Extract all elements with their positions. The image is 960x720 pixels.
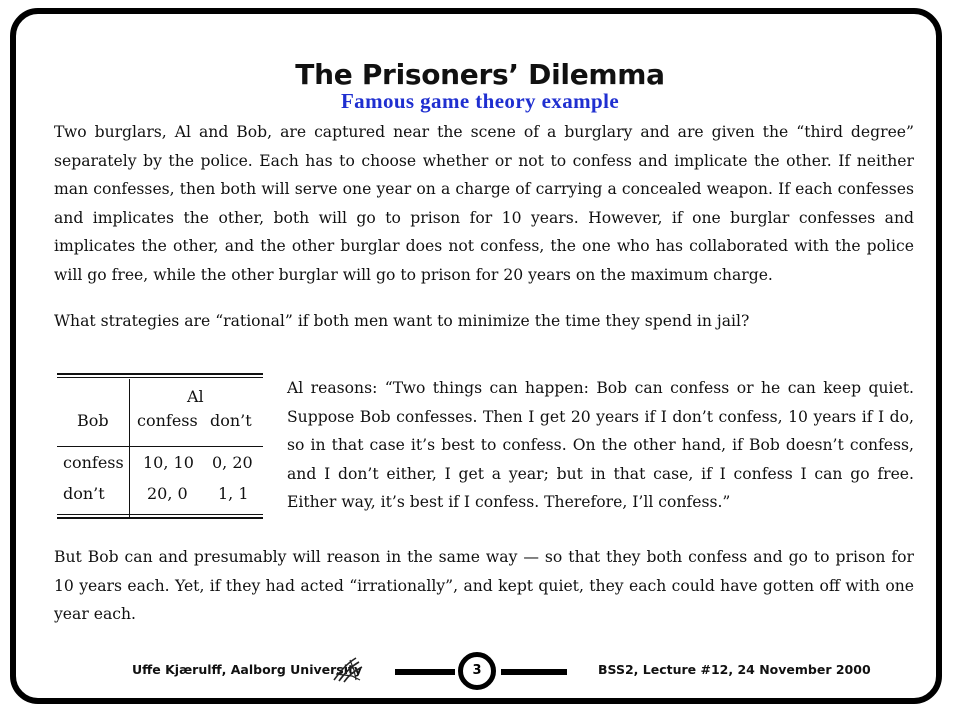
row-label-confess: confess: [63, 453, 124, 472]
footer-lecture-info: BSS2, Lecture #12, 24 November 2000: [598, 662, 871, 677]
question-paragraph: What strategies are “rational” if both men want to minimize the time they spend in jail?: [54, 312, 750, 330]
slide-subtitle: Famous game theory example: [340, 89, 620, 113]
footer-rule-right: [501, 669, 567, 675]
column-header-confess: confess: [137, 411, 198, 430]
payoff-cell: 0, 20: [212, 453, 253, 472]
footer-rule-left: [395, 669, 455, 675]
table-header-rule: [57, 446, 263, 447]
conclusion-paragraph: But Bob can and presumably will reason in the same way — so that they both confess and go to prison for 10 years each. Yet, if they had acted “irrationally”, and kept quiet, they each could have gotten off with one year each.: [54, 548, 914, 624]
column-player-label: Al: [187, 387, 204, 406]
table-bottom-rule: [57, 517, 263, 519]
table-vertical-rule: [129, 379, 130, 517]
row-label-dont: don’t: [63, 484, 105, 503]
column-header-dont: don’t: [210, 411, 252, 430]
table-top-rule: [57, 373, 263, 375]
table-top-rule-thin: [57, 377, 263, 378]
payoff-cell: 1, 1: [218, 484, 249, 503]
table-bottom-rule-thin: [57, 514, 263, 515]
payoff-table: [57, 373, 263, 519]
page-number: 3: [458, 652, 496, 690]
intro-paragraph: Two burglars, Al and Bob, are captured near the scene of a burglary and are given the “third degree” separately by the police. Each has to choose whether or not to confess and implicate the other. If neither man confesses, then both will serve one year on a charge of carrying a concealed weapon. If each confesses and implicates the other, both will go to prison for 10 years. However, if one burglar confesses and implicates the other, and the other burglar does not confess, the one who has collaborated with the police will go free, while the other burglar will go to prison for 20 years on the maximum charge.: [54, 123, 914, 284]
payoff-cell: 10, 10: [143, 453, 194, 472]
aalborg-university-logo-icon: [330, 654, 366, 684]
row-player-label: Bob: [77, 411, 109, 430]
al-reasons-paragraph: Al reasons: “Two things can happen: Bob can confess or he can keep quiet. Suppose Bob confesses. Then I get 20 years if I don’t confess, 10 years if I do, so in that case it’s best to confess. On the other hand, if Bob doesn’t confess, and I don’t either, I get a year; but in that case, if I confess I can go free. Either way, it’s best if I confess. Therefore, I’ll confess.”: [287, 379, 914, 512]
footer-author: Uffe Kjærulff, Aalborg University: [132, 662, 363, 677]
slide-title: The Prisoners’ Dilemma: [295, 58, 665, 91]
payoff-cell: 20, 0: [147, 484, 188, 503]
